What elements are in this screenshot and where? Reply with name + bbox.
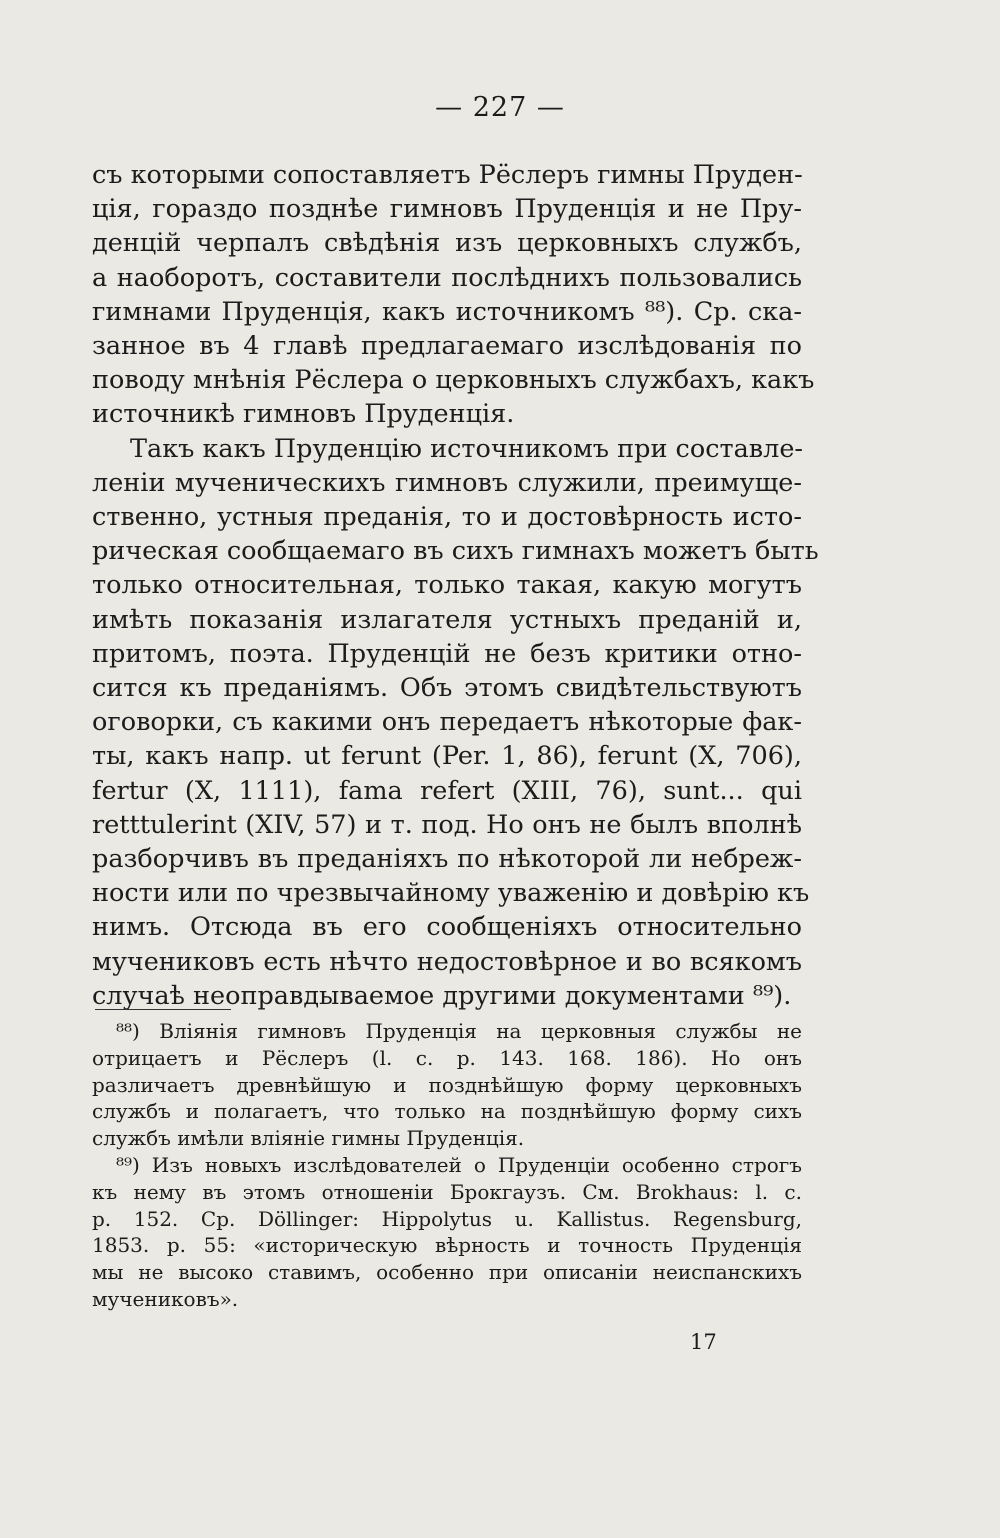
text-line: поводу мнѣнія Рёслера о церковныхъ службахъ, какъ [92,365,815,396]
text-line: оговорки, съ какими онъ передаетъ нѣкоторые фак- [92,707,802,738]
text-line: ственно, устныя преданія, то и достовѣрность исто- [92,502,802,533]
text-line: притомъ, поэта. Пруденцій не безъ критики отно- [92,638,802,669]
footnote-line: ⁸⁸) Вліянія гимновъ Пруденція на церковныя службы не [116,1019,802,1043]
text-line: леніи мученическихъ гимновъ служили, преимуще- [92,467,802,498]
paragraph-2 [92,432,819,1013]
footnote-line: 1853. p. 55: «историческую вѣрность и точность Пруденція [92,1233,802,1258]
text-line: источникѣ гимновъ Пруденція. [92,399,515,430]
text-line: ты, какъ напр. ut ferunt (Per. 1, 86), ferunt (X, 706), [92,741,802,772]
text-line: сится къ преданіямъ. Объ этомъ свидѣтельствуютъ [92,673,802,704]
text-line: мучениковъ есть нѣчто недостовѣрное и во всякомъ [92,946,802,977]
footnote-89 [92,1152,802,1313]
signature-mark: 17 [690,1330,717,1354]
footnote-line: различаетъ древнѣйшую и позднѣйшую форму церковныхъ [92,1072,802,1097]
footnote-line: p. 152. Ср. Döllinger: Hippolytus u. Kallistus. Regensburg, [92,1206,802,1231]
footnote-line: отрицаетъ и Рёслеръ (l. c. p. 143. 168. 186). Но онъ [92,1045,802,1070]
text-line: а наоборотъ, составители послѣднихъ пользовались [92,262,802,293]
text-line: только относительная, только такая, какую могутъ [92,570,802,601]
footnote-line: мучениковъ». [92,1286,239,1311]
text-line: рическая сообщаемаго въ сихъ гимнахъ можетъ быть [92,536,819,567]
text-line: денцій черпалъ свѣдѣнія изъ церковныхъ службъ, [92,228,802,259]
text-line: имѣть показанія излагателя устныхъ преданій и, [92,604,802,635]
footnote-88 [92,1018,802,1152]
text-line: занное въ 4 главѣ предлагаемаго изслѣдованія по [92,331,802,362]
footnote-line: къ нему въ этомъ отношеніи Брокгаузъ. См. Brokhaus: l. c. [92,1179,802,1204]
paragraph-1 [92,158,815,432]
text-line: ція, гораздо позднѣе гимновъ Пруденція и не Пру- [92,194,802,225]
footnote-line: мы не высоко ставимъ, особенно при описаніи неиспанскихъ [92,1260,802,1285]
footnotes [92,1018,802,1313]
text-line: случаѣ неоправдываемое другими документами ⁸⁹). [92,980,792,1011]
text-line: Такъ какъ Пруденцію источникомъ при составле- [130,433,804,464]
text-line: retttulerint (XIV, 57) и т. под. Но онъ не былъ вполнѣ [92,809,802,840]
text-line: съ которыми сопоставляетъ Рёслеръ гимны Пруден- [92,160,803,190]
text-line: разборчивъ въ преданіяхъ по нѣкоторой ли небреж- [92,844,802,875]
footnote-line: службъ и полагаетъ, что только на позднѣйшую форму сихъ [92,1099,802,1124]
text-line: fertur (X, 1111), fama refert (XIII, 76), sunt... qui [92,775,802,806]
footnote-divider [95,1009,231,1010]
text-line: гимнами Пруденція, какъ источникомъ ⁸⁸). Ср. ска- [92,296,802,327]
text-line: ности или по чрезвычайному уваженію и довѣрію къ [92,878,810,909]
footnote-line: ⁸⁹) Изъ новыхъ изслѣдователей о Пруденціи особенно строгъ [116,1152,802,1177]
page-number-header: — 227 — [435,92,565,123]
footnote-line: службъ имѣли вліяніе гимны Пруденція. [92,1126,525,1151]
text-line: нимъ. Отсюда въ его сообщеніяхъ относительно [92,912,802,943]
main-text [92,158,819,1013]
